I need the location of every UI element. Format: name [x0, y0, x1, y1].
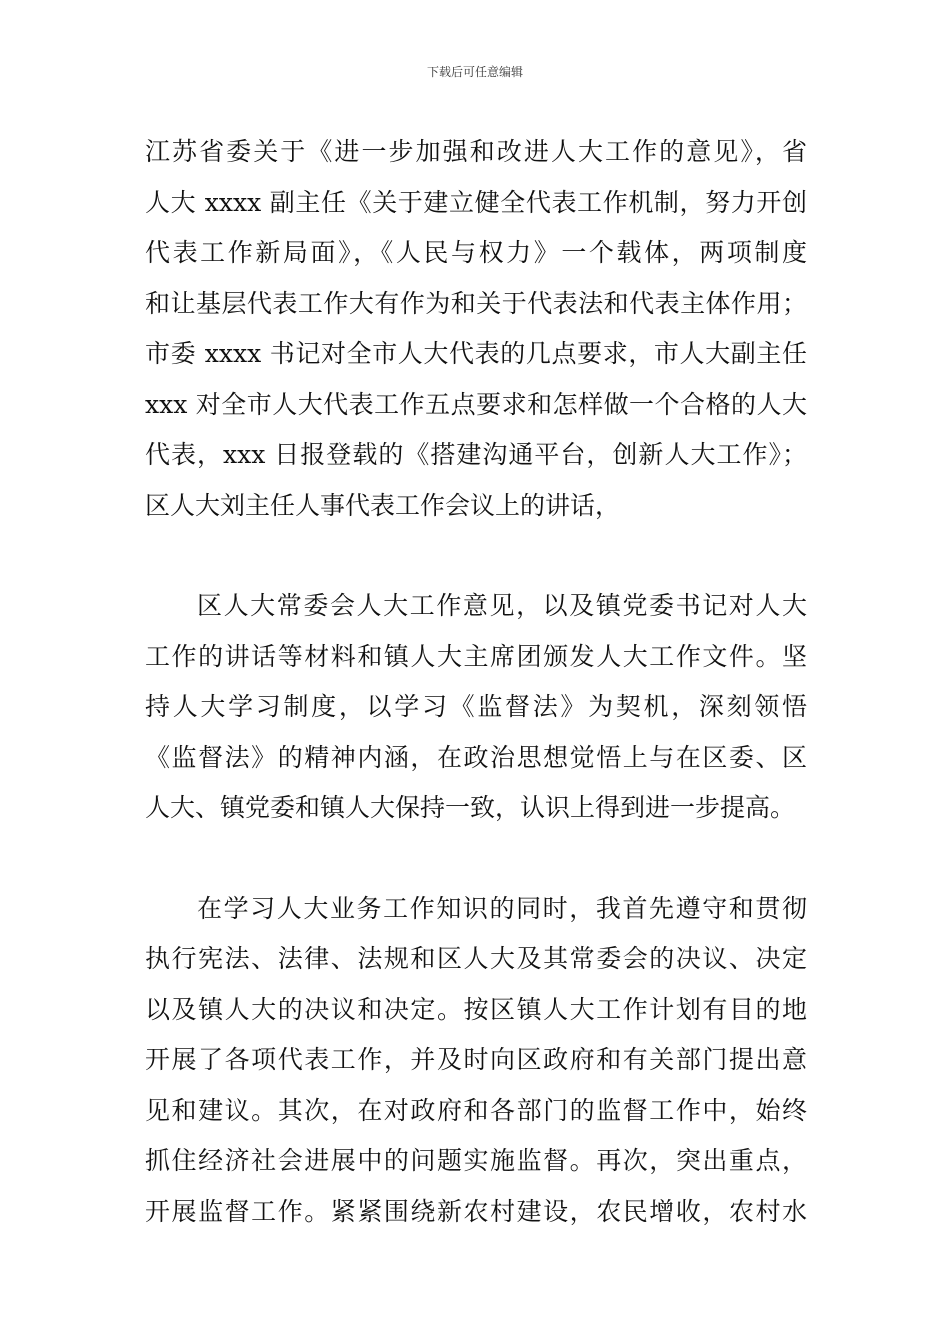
text-line: 持人大学习制度，以学习《监督法》为契机，深刻领悟: [145, 692, 807, 721]
paragraph-2: [145, 581, 807, 834]
document-body: [145, 127, 807, 1237]
text-line: 工作的讲话等材料和镇人大主席团颁发人大工作文件。坚: [145, 641, 807, 671]
paragraph-3: [145, 884, 807, 1238]
text-line: 见和建议。其次，在对政府和各部门的监督工作中，始终: [145, 1095, 807, 1125]
text-line: 在学习人大业务工作知识的同时，我首先遵守和贯彻: [197, 893, 807, 923]
page-header: 下载后可任意编辑: [426, 65, 523, 79]
text-line: 抓住经济社会进展中的问题实施监督。再次，突出重点，: [145, 1146, 807, 1175]
text-line: 开展了各项代表工作，并及时向区政府和有关部门提出意: [145, 1045, 807, 1074]
text-line: 区人大常委会人大工作意见，以及镇党委书记对人大: [197, 591, 807, 620]
text-line: 区人大刘主任人事代表工作会议上的讲话，: [145, 490, 621, 520]
text-line: 《监督法》的精神内涵，在政治思想觉悟上与在区委、区: [145, 742, 807, 772]
text-line: 市委 xxxx 书记对全市人大代表的几点要求，市人大副主任: [145, 339, 807, 368]
text-line: 代表，xxx 日报登载的《搭建沟通平台，创新人大工作》；: [145, 440, 807, 469]
paragraph-1: [145, 127, 807, 531]
text-line: xxx 对全市人大代表工作五点要求和怎样做一个合格的人大: [145, 389, 807, 419]
text-line: 以及镇人大的决议和决定。按区镇人大工作计划有目的地: [145, 994, 807, 1024]
text-line: 人大 xxxx 副主任《关于建立健全代表工作机制，努力开创: [145, 187, 807, 217]
text-line: 代表工作新局面》，《人民与权力》一个载体，两项制度: [145, 238, 807, 267]
text-line: 执行宪法、法律、法规和区人大及其常委会的决议、决定: [145, 944, 807, 973]
text-line: 江苏省委关于《进一步加强和改进人大工作的意见》，省: [145, 137, 807, 166]
text-line: 开展监督工作。紧紧围绕新农村建设，农民增收，农村水: [145, 1196, 807, 1226]
paragraph-spacer: [145, 834, 807, 884]
paragraph-spacer: [145, 531, 807, 581]
text-line: 人大、镇党委和镇人大保持一致，认识上得到进一步提高。: [145, 793, 796, 822]
text-line: 和让基层代表工作大有作为和关于代表法和代表主体作用；: [145, 288, 807, 318]
